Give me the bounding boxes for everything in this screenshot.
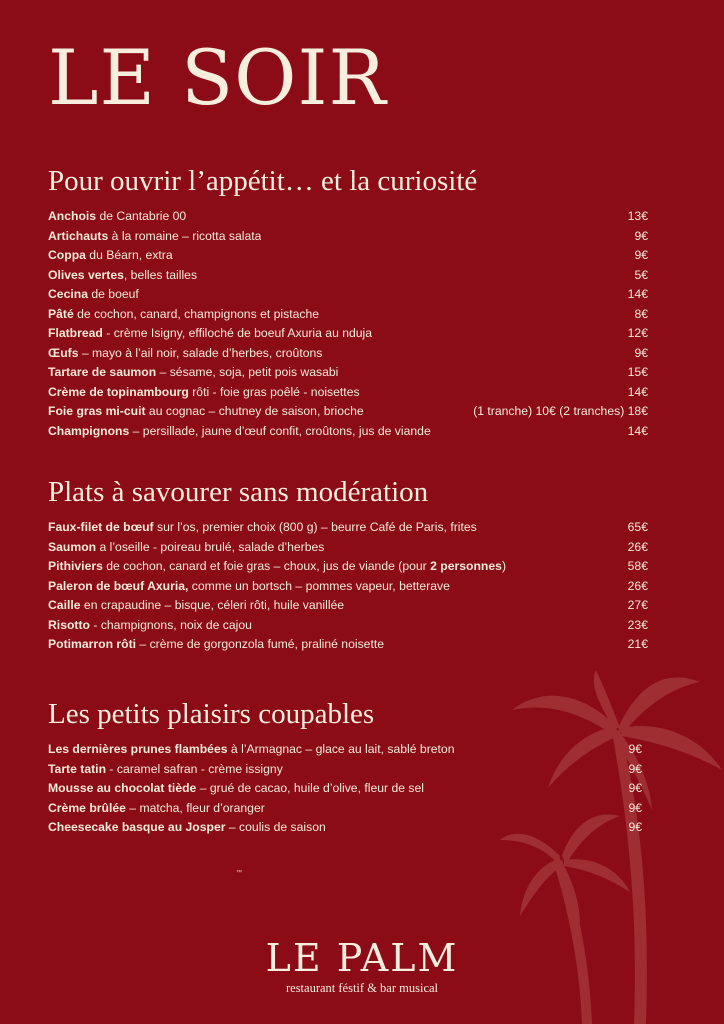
section-desserts — [48, 698, 642, 838]
section-mains — [48, 476, 648, 655]
menu-item: Crème brûlée – matcha, fleur d’oranger 9€ — [48, 799, 642, 819]
price: 9€ — [634, 248, 648, 262]
menu-item: Foie gras mi-cuit au cognac – chutney de saison, brioche (1 tranche) 10€ (2 tranches) 18€ — [48, 402, 648, 422]
price: 58€ — [627, 559, 648, 573]
menu-item: Coppa du Béarn, extra 9€ — [48, 246, 648, 266]
brand-tagline: restaurant féstif & bar musical — [285, 981, 439, 995]
price: 15€ — [627, 365, 648, 379]
price: 9€ — [628, 820, 642, 834]
section-appetizers — [48, 165, 648, 441]
menu-item: Cheesecake basque au Josper – coulis de saison 9€ — [48, 818, 642, 838]
price: 23€ — [627, 617, 648, 632]
price: 21€ — [627, 637, 648, 651]
price: 14€ — [627, 287, 648, 301]
brand-logo: LE PALM — [265, 936, 459, 980]
menu-item: Cecina de boeuf 14€ — [48, 285, 648, 305]
price: 9€ — [634, 228, 648, 243]
price: 65€ — [627, 520, 648, 534]
menu-item: Champignons – persillade, jaune d’œuf confit, croûtons, jus de viande 14€ — [48, 422, 648, 442]
menu-item: Tartare de saumon – sésame, soja, petit pois wasabi 15€ — [48, 363, 648, 383]
price: 9€ — [628, 781, 642, 795]
price: 13€ — [627, 209, 648, 223]
footer-brand — [0, 938, 724, 996]
price: 12€ — [627, 326, 648, 340]
section-heading: Les petits plaisirs coupables — [48, 698, 375, 730]
price: (1 tranche) 10€ (2 tranches) 18€ — [473, 404, 648, 418]
menu-item: Flatbread - crème Isigny, effiloché de boeuf Axuria au nduja 12€ — [48, 324, 648, 344]
menu-item: Pithiviers de cochon, canard et foie gras – choux, jus de viande (pour 2 personnes) 58€ — [48, 557, 648, 577]
menu-item: Mousse au chocolat tiède – grué de cacao, huile d’olive, fleur de sel 9€ — [48, 779, 642, 799]
menu-item: Risotto - champignons, noix de cajou 23€ — [48, 616, 648, 636]
section-heading: Plats à savourer sans modération — [48, 476, 429, 508]
menu-item: Anchois de Cantabrie 00 13€ — [48, 207, 648, 227]
menu-item: Potimarron rôti – crème de gorgonzola fumé, praliné noisette 21€ — [48, 635, 648, 655]
menu-item: Œufs – mayo à l’ail noir, salade d’herbes, croûtons 9€ — [48, 344, 648, 364]
price: 27€ — [627, 598, 648, 612]
price: 9€ — [634, 345, 648, 360]
price: 14€ — [627, 384, 648, 399]
menu-item: Paleron de bœuf Axuria, comme un bortsch – pommes vapeur, betterave 26€ — [48, 577, 648, 597]
price: 26€ — [627, 539, 648, 554]
menu-item: Saumon a l’oseille - poireau brulé, salade d’herbes 26€ — [48, 538, 648, 558]
price: 5€ — [634, 267, 648, 282]
price: 8€ — [634, 306, 648, 321]
menu-item: Faux-filet de bœuf sur l’os, premier choix (800 g) – beurre Café de Paris, frites 65€ — [48, 518, 648, 538]
menu-item: Crème de topinambourg rôti - foie gras poêlé - noisettes 14€ — [48, 383, 648, 403]
price: 26€ — [627, 578, 648, 593]
menu-item: Artichauts à la romaine – ricotta salata 9€ — [48, 227, 648, 247]
menu-item: Les dernières prunes flambées à l’Armagnac – glace au lait, sablé breton 9€ — [48, 740, 642, 760]
menu-item: Pâté de cochon, canard, champignons et pistache 8€ — [48, 305, 648, 325]
menu-item: Caille en crapaudine – bisque, céleri rôti, huile vanillée 27€ — [48, 596, 648, 616]
price: 14€ — [627, 423, 648, 438]
trademark-mark: ™ — [236, 870, 242, 876]
section-heading: Pour ouvrir l’appétit… et la curiosité — [48, 165, 478, 197]
price: 9€ — [628, 742, 642, 756]
price: 9€ — [628, 800, 642, 815]
menu-item: Tarte tatin - caramel safran - crème issigny 9€ — [48, 760, 642, 780]
menu-item: Olives vertes, belles tailles 5€ — [48, 266, 648, 286]
price: 9€ — [628, 761, 642, 776]
page-title: LE SOIR — [48, 33, 387, 122]
